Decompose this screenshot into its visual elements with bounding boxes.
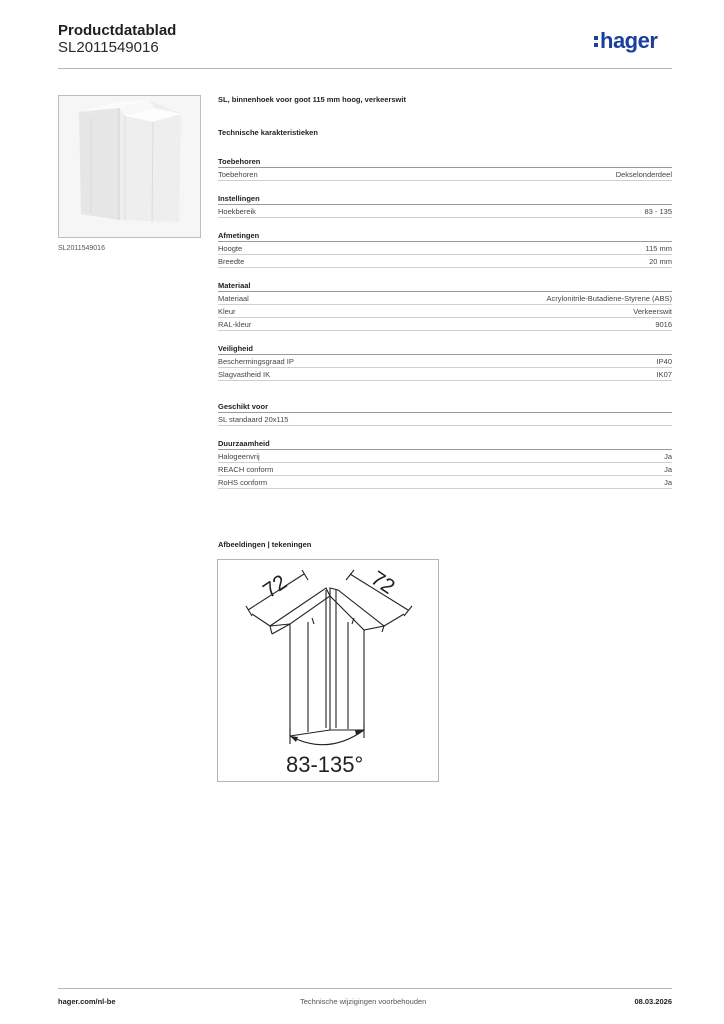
technical-drawing: [217, 559, 439, 782]
product-title: SL, binnenhoek voor goot 115 mm hoog, verkeerswit: [218, 95, 406, 104]
section-spacer: [218, 392, 672, 400]
spec-label: Beschermingsgraad IP: [218, 357, 294, 366]
logo-text: hager: [600, 28, 658, 53]
spec-label: Toebehoren: [218, 170, 258, 179]
spec-row: [218, 368, 672, 381]
section-geschikt-voor: [218, 400, 672, 426]
section-heading: Materiaal: [218, 279, 672, 292]
spec-row: [218, 242, 672, 255]
footer-notice: Technische wijzigingen voorbehouden: [300, 997, 427, 1006]
product-thumbnail: [58, 95, 201, 238]
footer-divider: [58, 988, 672, 989]
spec-label: Kleur: [218, 307, 236, 316]
section-heading: Instellingen: [218, 192, 672, 205]
footer-date: 08.03.2026: [634, 997, 672, 1006]
dim-left-label: 72: [258, 570, 292, 603]
spec-label: Halogeenvrij: [218, 452, 260, 461]
section-heading: Toebehoren: [218, 155, 672, 168]
spec-content: [218, 95, 672, 500]
section-veiligheid: [218, 342, 672, 381]
spec-value: Ja: [664, 465, 672, 474]
footer-website[interactable]: hager.com/nl-be: [58, 997, 116, 1006]
section-materiaal: [218, 279, 672, 331]
spec-value: 83 - 135: [644, 207, 672, 216]
spec-label: RAL-kleur: [218, 320, 252, 329]
spec-label: Breedte: [218, 257, 245, 266]
spec-row: [218, 413, 672, 426]
spec-row: [218, 168, 672, 181]
spec-row: [218, 355, 672, 368]
spec-label: Slagvastheid IK: [218, 370, 271, 379]
spec-value: Ja: [664, 478, 672, 487]
spec-value: Acrylonitrile-Butadiene-Styrene (ABS): [546, 294, 672, 303]
angle-label: 83-135°: [286, 752, 364, 777]
spec-row: [218, 255, 672, 268]
spec-row: [218, 463, 672, 476]
section-heading: Afmetingen: [218, 229, 672, 242]
spec-value: Verkeerswit: [633, 307, 672, 316]
spec-value: 115 mm: [645, 244, 672, 253]
corner-drawing-icon: [218, 560, 438, 781]
spec-row: [218, 305, 672, 318]
spec-value: 9016: [655, 320, 672, 329]
spec-row: [218, 292, 672, 305]
spec-value: 20 mm: [649, 257, 672, 266]
spec-row: [218, 450, 672, 463]
spec-value: IP40: [656, 357, 672, 366]
logo-mark-icon: [594, 36, 598, 47]
images-heading: Afbeeldingen | tekeningen: [218, 540, 312, 549]
spec-value: Dekselonderdeel: [615, 170, 672, 179]
thumbnail-caption: SL2011549016: [58, 245, 105, 252]
spec-label: Materiaal: [218, 294, 249, 303]
section-afmetingen: [218, 229, 672, 268]
product-code: SL2011549016: [58, 39, 159, 56]
section-heading: Duurzaamheid: [218, 437, 672, 450]
section-toebehoren: [218, 155, 672, 181]
hager-logo: [594, 28, 657, 54]
spec-label: Hoogte: [218, 244, 243, 253]
spec-label: Hoekbereik: [218, 207, 256, 216]
section-heading: Veiligheid: [218, 342, 672, 355]
spec-value: IK07: [656, 370, 672, 379]
product-photo-icon: [59, 96, 200, 237]
section-instellingen: [218, 192, 672, 218]
section-heading: Geschikt voor: [218, 400, 672, 413]
header-divider: [58, 68, 672, 69]
tech-heading: Technische karakteristieken: [218, 128, 318, 137]
spec-row: [218, 476, 672, 489]
spec-row: [218, 205, 672, 218]
dim-right-label: 72: [366, 566, 399, 599]
spec-label: RoHS conform: [218, 478, 268, 487]
spec-row: [218, 318, 672, 331]
section-duurzaamheid: [218, 437, 672, 489]
spec-value: Ja: [664, 452, 672, 461]
document-title: Productdatablad: [58, 22, 177, 39]
spec-label: REACH conform: [218, 465, 274, 474]
spec-label: SL standaard 20x115: [218, 415, 289, 424]
